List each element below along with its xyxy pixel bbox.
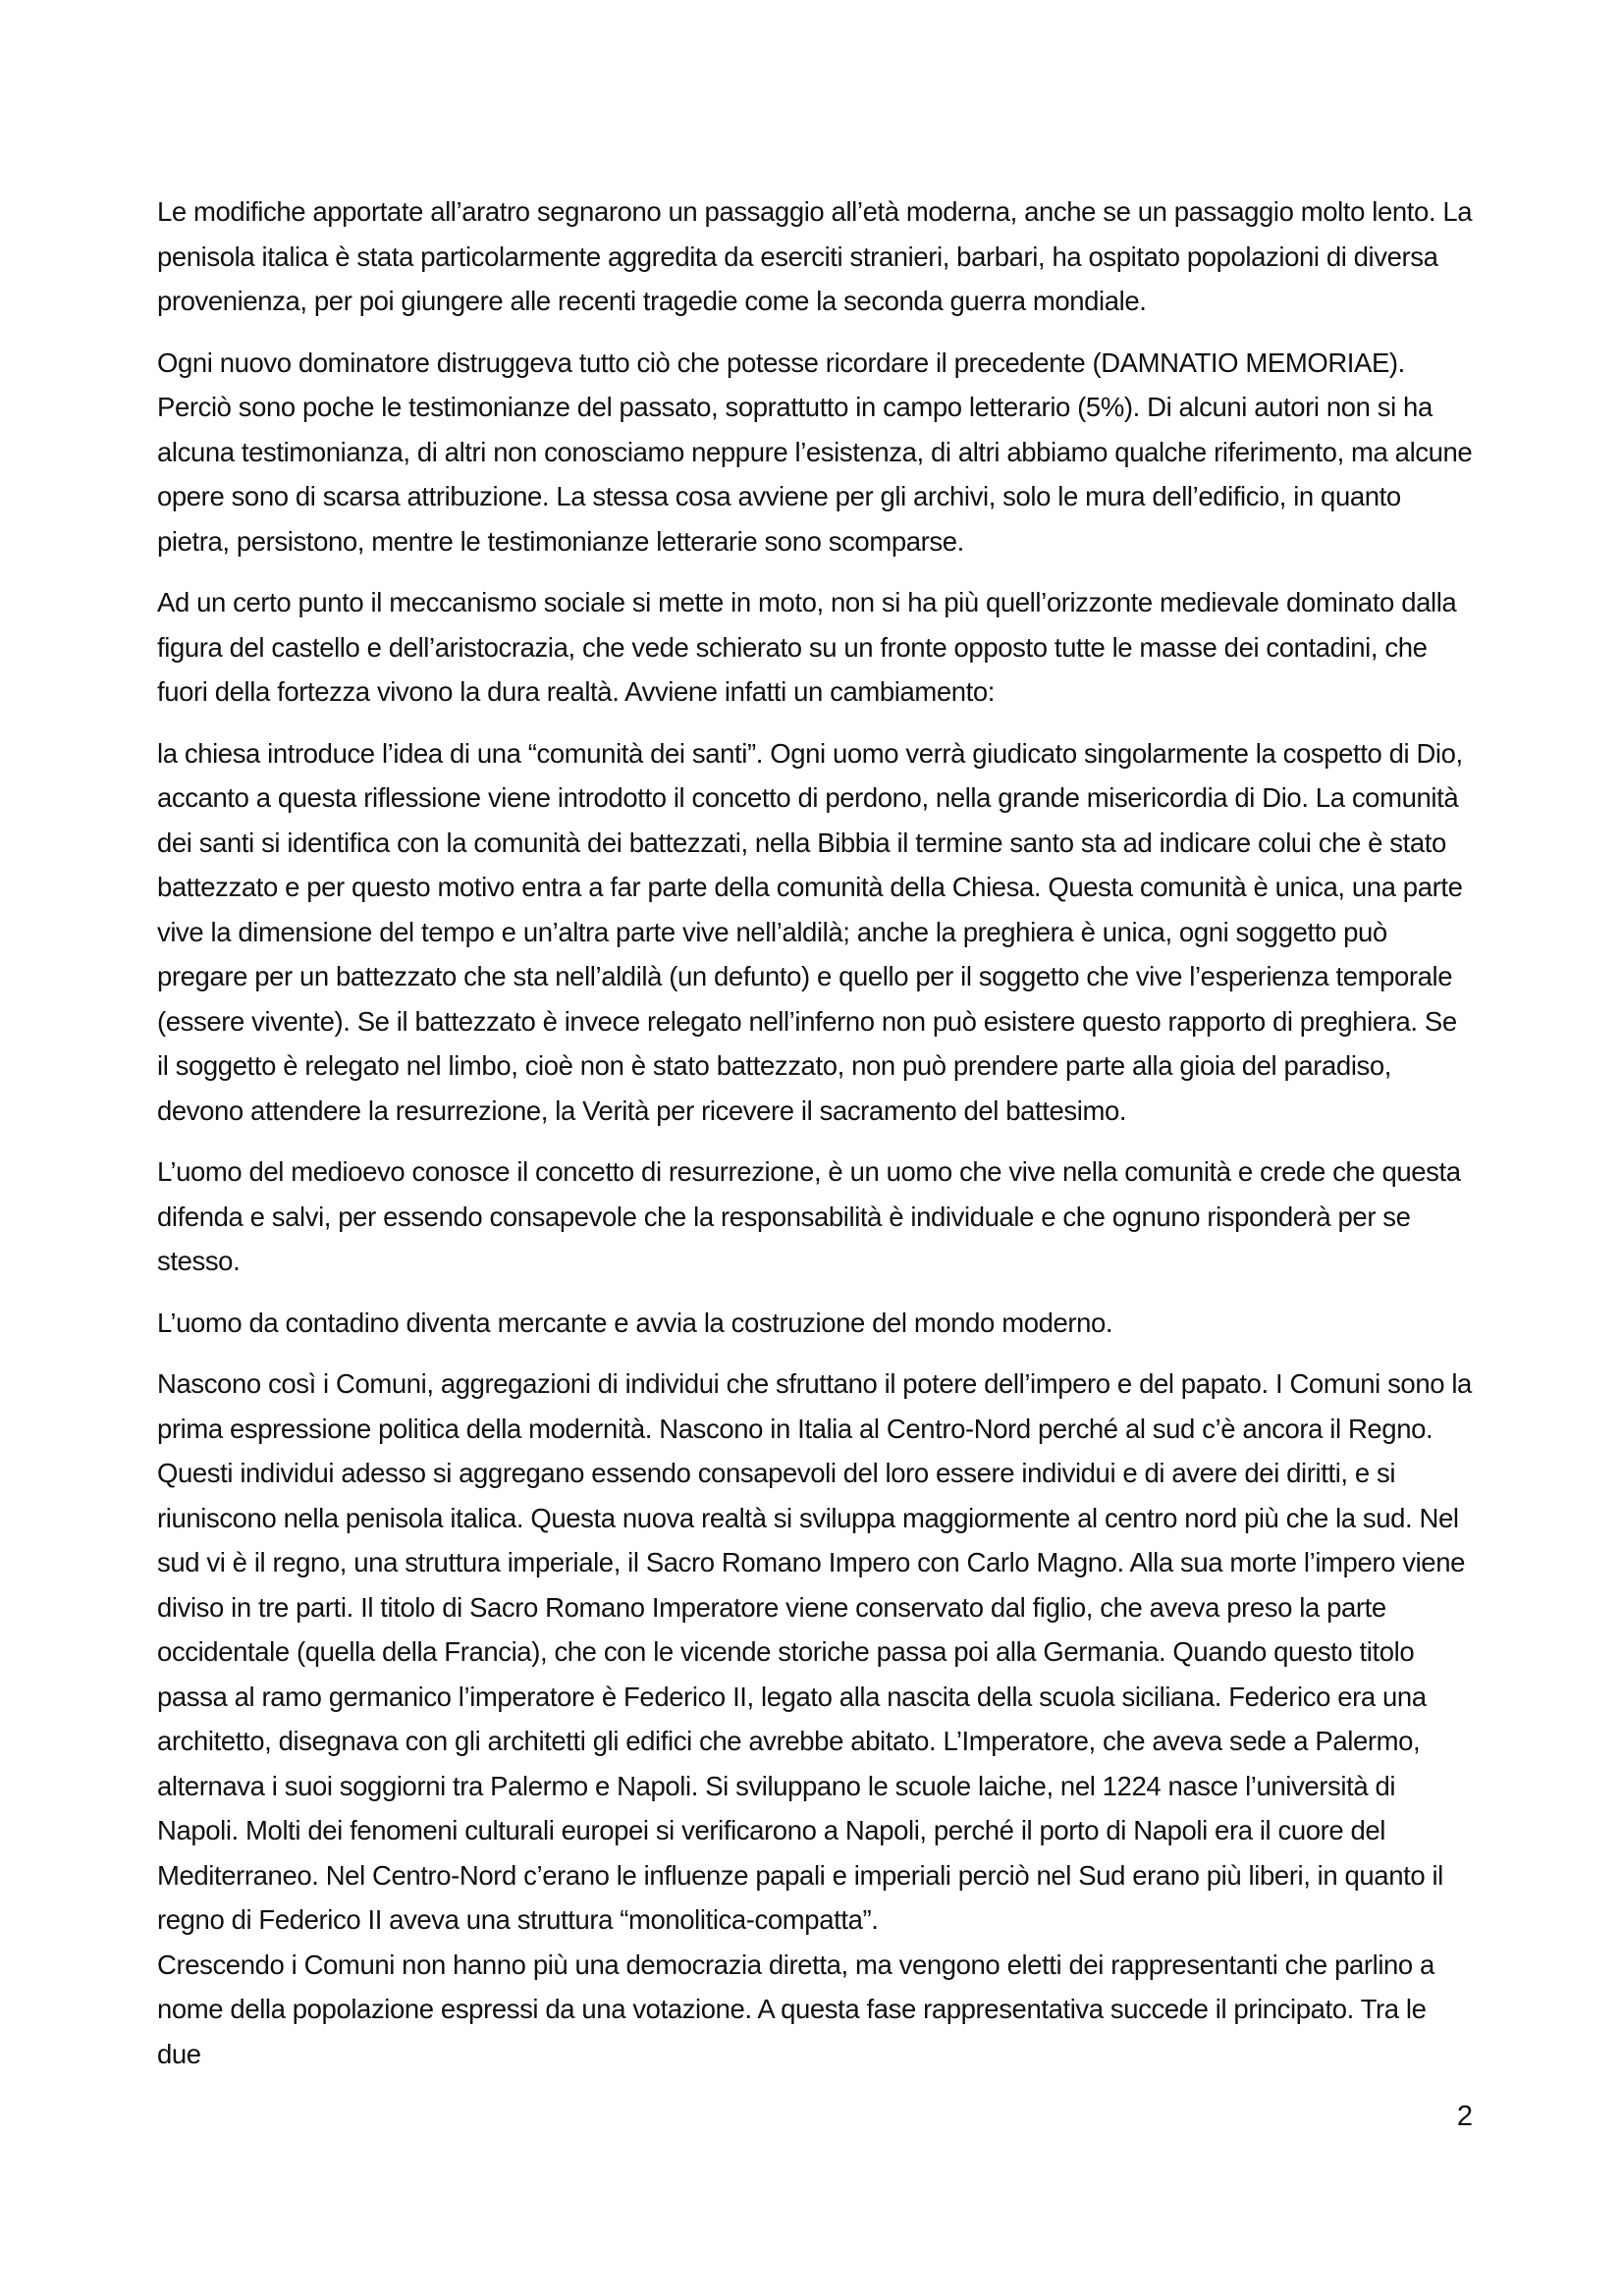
paragraph-contadino-mercante: L’uomo da contadino diventa mercante e avvia la costruzione del mondo moderno. xyxy=(157,1307,1113,1338)
paragraph-aratro: Le modifiche apportate all’aratro segnarono un passaggio all’età moderna, anche se un passaggio molto lento. La penisola italica è stata particolarmente aggredita da eserciti stranieri, barbari, ha ospitato popolazioni di diversa provenienza, per poi giungere alle recenti tragedie come la seconda guerra mondiale. xyxy=(157,196,1473,316)
paragraph-uomo-del-medioevo: L’uomo del medioevo conosce il concetto di resurrezione, è un uomo che vive nella comunità e crede che questa difenda e salvi, per essendo consapevole che la responsabilità è individuale e che ognuno risponderà per se stesso. xyxy=(157,1156,1461,1276)
paragraph-comuni: Nascono così i Comuni, aggregazioni di individui che sfruttano il potere dell’impero e del papato. I Comuni sono la prima espressione politica della modernità. Nascono in Italia al Centro-Nord perché al sud c’è ancora il Regno. Questi individui adesso si aggregano essendo consapevoli del loro essere individui e di avere dei diritti, e si riuniscono nella penisola italica. Questa nuova realtà si sviluppa maggiormente al centro nord più che la sud. Nel sud vi è il regno, una struttura imperiale, il Sacro Romano Impero con Carlo Magno. Alla sua morte l’impero viene diviso in tre parti. Il titolo di Sacro Romano Imperatore viene conservato dal figlio, che aveva preso la parte occidentale (quella della Francia), che con le vicende storiche passa poi alla Germania. Quando questo titolo passa al ramo germanico l’imperatore è Federico II, legato alla nascita della scuola siciliana. Federico era una architetto, disegnava con gli architetti gli edifici che avrebbe abitato. L’Imperatore, che aveva sede a Palermo, alternava i suoi soggiorni tra Palermo e Napoli. Si sviluppano le scuole laiche, nel 1224 nasce l’università di Napoli. Molti dei fenomeni culturali europei si verificarono a Napoli, perché il porto di Napoli era il cuore del Mediterraneo. Nel Centro-Nord c’erano le influenze papali e imperiali perciò nel Sud erano più liberi, in quanto il regno di Federico II aveva una struttura “monolitica-compatta”. xyxy=(157,1368,1472,1935)
paragraph-damnatio-memoriae: Ogni nuovo dominatore distruggeva tutto ciò che potesse ricordare il precedente (DAMNATIO MEMORIAE). Perciò sono poche le testimonianze del passato, soprattutto in campo letterario (5%). Di alcuni autori non si ha alcuna testimonianza, di altri non conosciamo neppure l’esistenza, di altri abbiamo qualche riferimento, ma alcune opere sono di scarsa attribuzione. La stessa cosa avviene per gli archivi, solo le mura dell’edificio, in quanto pietra, persistono, mentre le testimonianze letterarie sono scomparse. xyxy=(157,347,1473,557)
paragraph-crescendo-comuni: Crescendo i Comuni non hanno più una democrazia diretta, ma vengono eletti dei rappresentanti che parlino a nome della popolazione espressi da una votazione. A questa fase rappresentativa succede il principato. Tra le due xyxy=(157,1949,1434,2069)
paragraph-comunita-dei-santi: la chiesa introduce l’idea di una “comunità dei santi”. Ogni uomo verrà giudicato singolarmente la cospetto di Dio, accanto a questa riflessione viene introdotto il concetto di perdono, nella grande misericordia di Dio. La comunità dei santi si identifica con la comunità dei battezzati, nella Bibbia il termine santo sta ad indicare colui che è stato battezzato e per questo motivo entra a far parte della comunità della Chiesa. Questa comunità è unica, una parte vive la dimensione del tempo e un’altra parte vive nell’aldilà; anche la preghiera è unica, ogni soggetto può pregare per un battezzato che sta nell’aldilà (un defunto) e quello per il soggetto che vive l’esperienza temporale (essere vivente). Se il battezzato è invece relegato nell’inferno non può esistere questo rapporto di preghiera. Se il soggetto è relegato nel limbo, cioè non è stato battezzato, non può prendere parte alla gioia del paradiso, devono attendere la resurrezione, la Verità per ricevere il sacramento del battesimo. xyxy=(157,737,1463,1126)
page-number: 2 xyxy=(1456,2101,1473,2132)
body-text xyxy=(157,189,1473,2093)
paragraph-meccanismo-sociale: Ad un certo punto il meccanismo sociale si mette in moto, non si ha più quell’orizzonte medievale dominato dalla figura del castello e dell’aristocrazia, che vede schierato su un fronte opposto tutte le masse dei contadini, che fuori della fortezza vivono la dura realtà. Avviene infatti un cambiamento: xyxy=(157,587,1457,707)
